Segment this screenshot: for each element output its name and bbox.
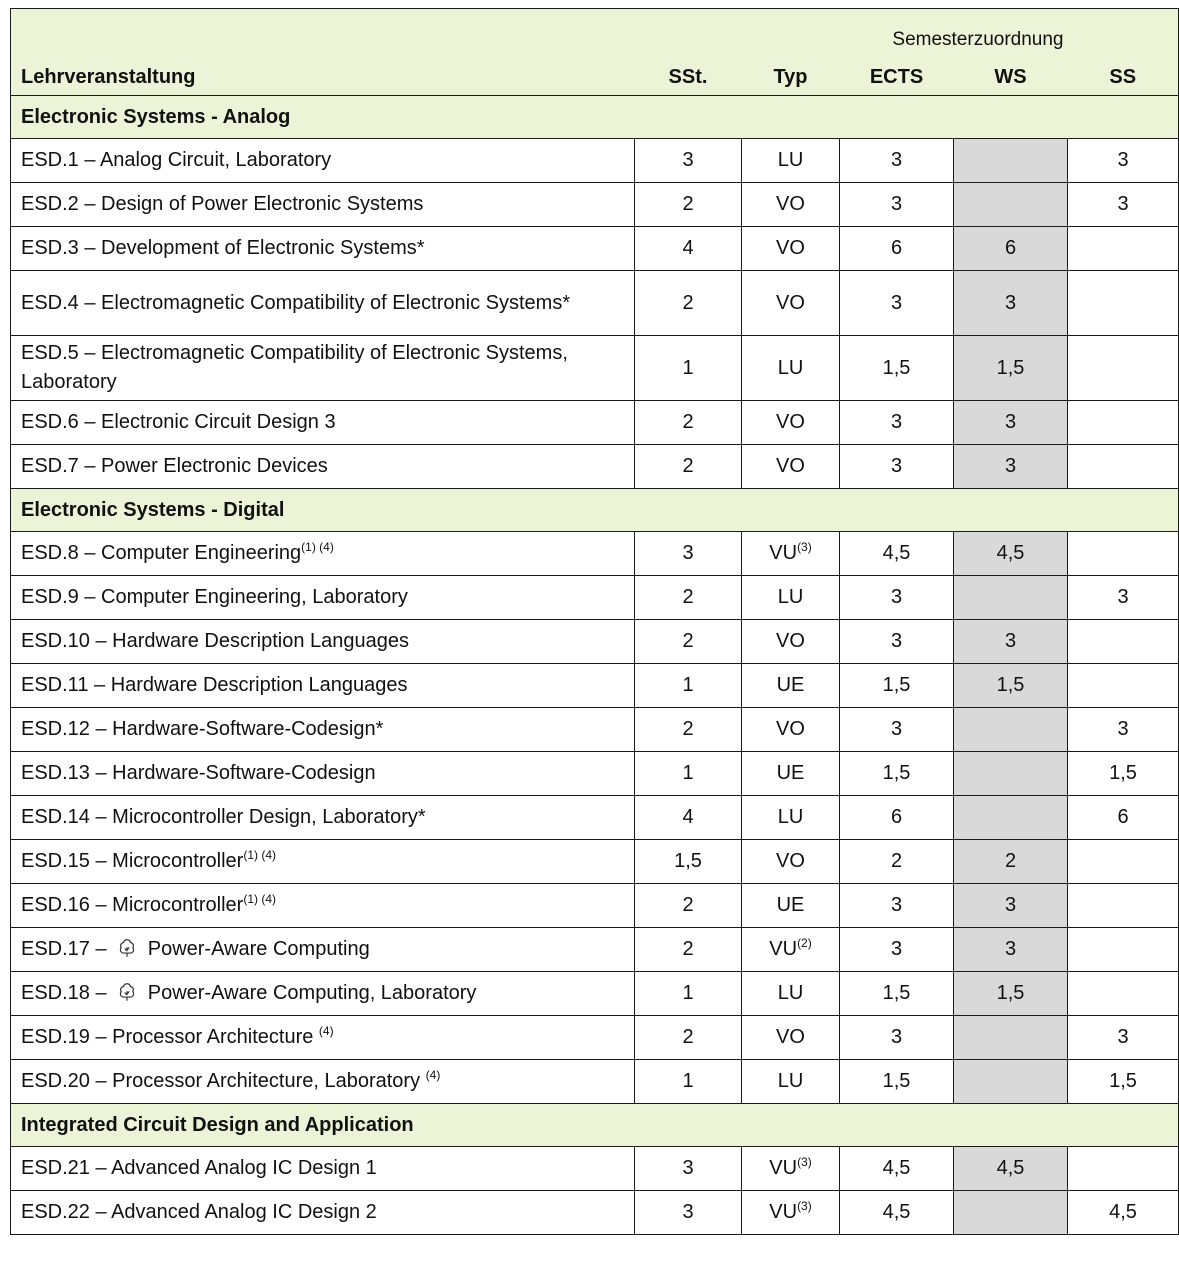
typ-cell: UE xyxy=(742,752,840,796)
course-name-cell xyxy=(11,336,635,401)
ws-cell xyxy=(954,1060,1068,1104)
ects-cell: 4,5 xyxy=(840,1191,954,1235)
course-title: Advanced Analog IC Design 1 xyxy=(111,1157,377,1179)
table-row xyxy=(11,576,1179,620)
ws-cell: 2 xyxy=(954,840,1068,884)
course-name-cell xyxy=(11,972,635,1016)
header-ects: ECTS xyxy=(840,9,954,96)
course-name-cell xyxy=(11,752,635,796)
typ-cell: LU xyxy=(742,576,840,620)
table-row xyxy=(11,796,1179,840)
ss-cell xyxy=(1068,336,1179,401)
typ-footnote: (2) xyxy=(797,936,812,950)
ss-cell: 1,5 xyxy=(1068,1060,1179,1104)
ws-cell xyxy=(954,1191,1068,1235)
table-row xyxy=(11,1016,1179,1060)
sst-cell: 3 xyxy=(635,1191,742,1235)
ects-cell: 1,5 xyxy=(840,1060,954,1104)
typ-cell: VO xyxy=(742,445,840,489)
typ-cell: VU$^{(3)}$ xyxy=(742,1191,840,1235)
ects-cell: 1,5 xyxy=(840,336,954,401)
section-title: Integrated Circuit Design and Application xyxy=(11,1104,1179,1147)
course-code: ESD.2 – xyxy=(21,193,102,215)
ects-cell: 6 xyxy=(840,227,954,271)
course-title: Power-Aware Computing xyxy=(147,938,370,960)
table-row xyxy=(11,1147,1179,1191)
course-title: Processor Architecture, Laboratory xyxy=(112,1070,426,1092)
ws-cell: 3 xyxy=(954,928,1068,972)
sst-cell: 2 xyxy=(635,401,742,445)
ws-cell: 3 xyxy=(954,620,1068,664)
ss-cell: 3 xyxy=(1068,183,1179,227)
header-semester-group: Semesterzuordnung xyxy=(892,29,1064,50)
table-row xyxy=(11,445,1179,489)
ss-cell xyxy=(1068,840,1179,884)
table-row xyxy=(11,1191,1179,1235)
section-title: Electronic Systems - Analog xyxy=(11,96,1179,139)
course-title: Hardware Description Languages xyxy=(110,674,408,696)
table-row xyxy=(11,884,1179,928)
ects-cell: 3 xyxy=(840,139,954,183)
course-name-cell xyxy=(11,928,635,972)
header-sst: SSt. xyxy=(635,9,742,96)
ects-cell: 3 xyxy=(840,620,954,664)
ects-cell: 3 xyxy=(840,183,954,227)
course-title: Electromagnetic Compatibility of Electronic Systems* xyxy=(101,291,571,314)
ss-cell: 3 xyxy=(1068,708,1179,752)
typ-cell: LU xyxy=(742,139,840,183)
table-row xyxy=(11,401,1179,445)
course-code: ESD.21 – xyxy=(21,1157,112,1179)
course-code: ESD.6 – xyxy=(21,411,102,433)
course-footnote: (4) xyxy=(425,1068,441,1082)
typ-cell: LU xyxy=(742,972,840,1016)
ss-cell: 3 xyxy=(1068,1016,1179,1060)
course-code: ESD.20 – xyxy=(21,1070,113,1092)
course-title: Power-Aware Computing, Laboratory xyxy=(147,982,477,1004)
ects-cell: 2 xyxy=(840,840,954,884)
course-name-cell xyxy=(11,271,635,336)
course-name-cell xyxy=(11,796,635,840)
table-body xyxy=(11,96,1179,1235)
section-header-row xyxy=(11,489,1179,532)
sst-cell: 1 xyxy=(635,752,742,796)
ects-cell: 3 xyxy=(840,708,954,752)
header-ws: WS xyxy=(994,66,1027,88)
typ-cell: VO xyxy=(742,708,840,752)
course-code: ESD.19 – xyxy=(21,1026,113,1048)
course-name-cell xyxy=(11,620,635,664)
ss-cell xyxy=(1068,1147,1179,1191)
ss-cell xyxy=(1068,884,1179,928)
course-title: Power Electronic Devices xyxy=(101,455,328,477)
tree-icon xyxy=(116,981,138,1003)
course-name-cell xyxy=(11,1016,635,1060)
ws-cell: 3 xyxy=(954,271,1068,336)
ss-cell xyxy=(1068,664,1179,708)
typ-cell: VO xyxy=(742,183,840,227)
table-row xyxy=(11,336,1179,401)
table-row xyxy=(11,708,1179,752)
course-table xyxy=(10,8,1179,1235)
course-name-cell xyxy=(11,840,635,884)
ss-cell xyxy=(1068,445,1179,489)
sst-cell: 2 xyxy=(635,445,742,489)
ws-cell xyxy=(954,796,1068,840)
ss-cell: 1,5 xyxy=(1068,752,1179,796)
ws-cell: 3 xyxy=(954,401,1068,445)
sst-cell: 2 xyxy=(635,183,742,227)
sst-cell: 2 xyxy=(635,884,742,928)
course-footnote: (1) (4) xyxy=(243,892,276,906)
typ-footnote: (3) xyxy=(797,1155,812,1169)
course-code: ESD.9 – xyxy=(21,586,102,608)
ss-cell xyxy=(1068,972,1179,1016)
course-code: ESD.5 – xyxy=(21,342,102,364)
ects-cell: 3 xyxy=(840,928,954,972)
header-typ: Typ xyxy=(742,9,840,96)
typ-cell: VO xyxy=(742,840,840,884)
typ-cell: VO xyxy=(742,620,840,664)
course-name-cell xyxy=(11,576,635,620)
sst-cell: 1,5 xyxy=(635,840,742,884)
ects-cell: 3 xyxy=(840,271,954,336)
course-code: ESD.22 – xyxy=(21,1201,112,1223)
table-row xyxy=(11,271,1179,336)
table-row xyxy=(11,183,1179,227)
course-code: ESD.12 – xyxy=(21,718,113,740)
ws-cell xyxy=(954,183,1068,227)
course-title: Design of Power Electronic Systems xyxy=(101,193,424,215)
ects-cell: 4,5 xyxy=(840,1147,954,1191)
typ-cell: UE xyxy=(742,664,840,708)
sst-cell: 2 xyxy=(635,271,742,336)
ws-cell: 3 xyxy=(954,884,1068,928)
table-row xyxy=(11,139,1179,183)
course-code: ESD.4 – xyxy=(21,291,102,314)
course-code: ESD.18 – xyxy=(21,982,113,1004)
typ-cell: VO xyxy=(742,401,840,445)
ects-cell: 1,5 xyxy=(840,752,954,796)
sst-cell: 2 xyxy=(635,1016,742,1060)
ss-cell xyxy=(1068,271,1179,336)
course-code: ESD.10 – xyxy=(21,630,113,652)
course-code: ESD.7 – xyxy=(21,455,102,477)
ws-cell: 1,5 xyxy=(954,336,1068,401)
header-ss: SS xyxy=(1068,9,1179,96)
course-code: ESD.17 – xyxy=(21,938,113,960)
course-title: Advanced Analog IC Design 2 xyxy=(111,1201,377,1223)
course-code: ESD.8 – xyxy=(21,542,102,564)
course-title: Microcontroller xyxy=(112,894,244,916)
ects-cell: 4,5 xyxy=(840,532,954,576)
ss-cell xyxy=(1068,928,1179,972)
typ-cell: LU xyxy=(742,336,840,401)
sst-cell: 3 xyxy=(635,1147,742,1191)
course-footnote: (1) (4) xyxy=(301,540,334,554)
typ-cell: VU$^{(3)}$ xyxy=(742,532,840,576)
tree-icon xyxy=(116,937,138,959)
ws-cell: 4,5 xyxy=(954,532,1068,576)
course-title: Microcontroller Design, Laboratory* xyxy=(112,806,426,828)
typ-footnote: (3) xyxy=(797,540,812,554)
sst-cell: 2 xyxy=(635,620,742,664)
course-title: Electromagnetic Compatibility of Electronic Systems, Laboratory xyxy=(21,342,568,393)
course-title: Analog Circuit, Laboratory xyxy=(99,149,332,171)
course-name-cell xyxy=(11,139,635,183)
course-name-cell xyxy=(11,664,635,708)
typ-cell: VO xyxy=(742,271,840,336)
ss-cell xyxy=(1068,532,1179,576)
course-name-cell xyxy=(11,227,635,271)
ects-cell: 1,5 xyxy=(840,972,954,1016)
ects-cell: 6 xyxy=(840,796,954,840)
table-row xyxy=(11,972,1179,1016)
typ-cell: VU$^{(3)}$ xyxy=(742,1147,840,1191)
course-name-cell xyxy=(11,1147,635,1191)
course-code: ESD.14 – xyxy=(21,806,113,828)
ects-cell: 3 xyxy=(840,445,954,489)
ws-cell xyxy=(954,1016,1068,1060)
ects-cell: 3 xyxy=(840,576,954,620)
course-name-cell xyxy=(11,401,635,445)
course-title: Electronic Circuit Design 3 xyxy=(101,411,336,433)
course-title: Hardware Description Languages xyxy=(112,630,410,652)
sst-cell: 3 xyxy=(635,139,742,183)
ss-cell xyxy=(1068,227,1179,271)
course-code: ESD.11 – xyxy=(21,674,111,696)
ects-cell: 3 xyxy=(840,884,954,928)
ws-cell: 1,5 xyxy=(954,664,1068,708)
course-footnote: (1) (4) xyxy=(243,848,276,862)
ss-cell xyxy=(1068,620,1179,664)
typ-cell: VO xyxy=(742,1016,840,1060)
typ-cell: LU xyxy=(742,1060,840,1104)
ects-cell: 3 xyxy=(840,401,954,445)
course-name-cell xyxy=(11,445,635,489)
table-row xyxy=(11,928,1179,972)
ws-cell: 4,5 xyxy=(954,1147,1068,1191)
sst-cell: 1 xyxy=(635,336,742,401)
course-name-cell xyxy=(11,183,635,227)
sst-cell: 1 xyxy=(635,664,742,708)
typ-cell: LU xyxy=(742,796,840,840)
table-row xyxy=(11,840,1179,884)
course-title: Computer Engineering xyxy=(101,542,302,564)
sst-cell: 2 xyxy=(635,708,742,752)
sst-cell: 1 xyxy=(635,1060,742,1104)
course-name-cell xyxy=(11,1191,635,1235)
sst-cell: 2 xyxy=(635,576,742,620)
ws-cell: 3 xyxy=(954,445,1068,489)
table-row xyxy=(11,532,1179,576)
section-title: Electronic Systems - Digital xyxy=(11,489,1179,532)
ss-cell: 3 xyxy=(1068,576,1179,620)
table-header-row xyxy=(11,9,1179,96)
ws-cell xyxy=(954,752,1068,796)
section-header-row xyxy=(11,96,1179,139)
course-title: Hardware-Software-Codesign* xyxy=(112,718,384,740)
course-code: ESD.13 – xyxy=(21,762,113,784)
ws-cell xyxy=(954,576,1068,620)
course-name-cell xyxy=(11,1060,635,1104)
ects-cell: 3 xyxy=(840,1016,954,1060)
ss-cell: 4,5 xyxy=(1068,1191,1179,1235)
ws-cell: 6 xyxy=(954,227,1068,271)
course-name-cell xyxy=(11,532,635,576)
table-row xyxy=(11,227,1179,271)
sst-cell: 4 xyxy=(635,227,742,271)
course-code: ESD.15 – xyxy=(21,850,113,872)
table-row xyxy=(11,752,1179,796)
ss-cell: 6 xyxy=(1068,796,1179,840)
ws-cell xyxy=(954,708,1068,752)
course-name-cell xyxy=(11,884,635,928)
course-title: Computer Engineering, Laboratory xyxy=(101,586,408,608)
course-code: ESD.16 – xyxy=(21,894,113,916)
sst-cell: 3 xyxy=(635,532,742,576)
course-title: Microcontroller xyxy=(112,850,244,872)
course-title: Hardware-Software-Codesign xyxy=(112,762,376,784)
course-title: Processor Architecture xyxy=(112,1026,319,1048)
table-row xyxy=(11,1060,1179,1104)
ects-cell: 1,5 xyxy=(840,664,954,708)
course-code: ESD.3 – xyxy=(21,237,102,259)
curriculum-table-page xyxy=(10,8,1178,1235)
sst-cell: 4 xyxy=(635,796,742,840)
header-course: Lehrveranstaltung xyxy=(11,9,635,96)
course-title: Development of Electronic Systems* xyxy=(101,237,425,259)
course-name-cell xyxy=(11,708,635,752)
table-row xyxy=(11,664,1179,708)
course-footnote: (4) xyxy=(318,1024,334,1038)
sst-cell: 2 xyxy=(635,928,742,972)
sst-cell: 1 xyxy=(635,972,742,1016)
section-header-row xyxy=(11,1104,1179,1147)
typ-cell: VO xyxy=(742,227,840,271)
ws-cell: 1,5 xyxy=(954,972,1068,1016)
typ-cell: UE xyxy=(742,884,840,928)
typ-footnote: (3) xyxy=(797,1199,812,1213)
ss-cell xyxy=(1068,401,1179,445)
typ-cell: VU$^{(2)}$ xyxy=(742,928,840,972)
ss-cell: 3 xyxy=(1068,139,1179,183)
table-row xyxy=(11,620,1179,664)
course-code: ESD.1 – xyxy=(21,149,100,171)
ws-cell xyxy=(954,139,1068,183)
